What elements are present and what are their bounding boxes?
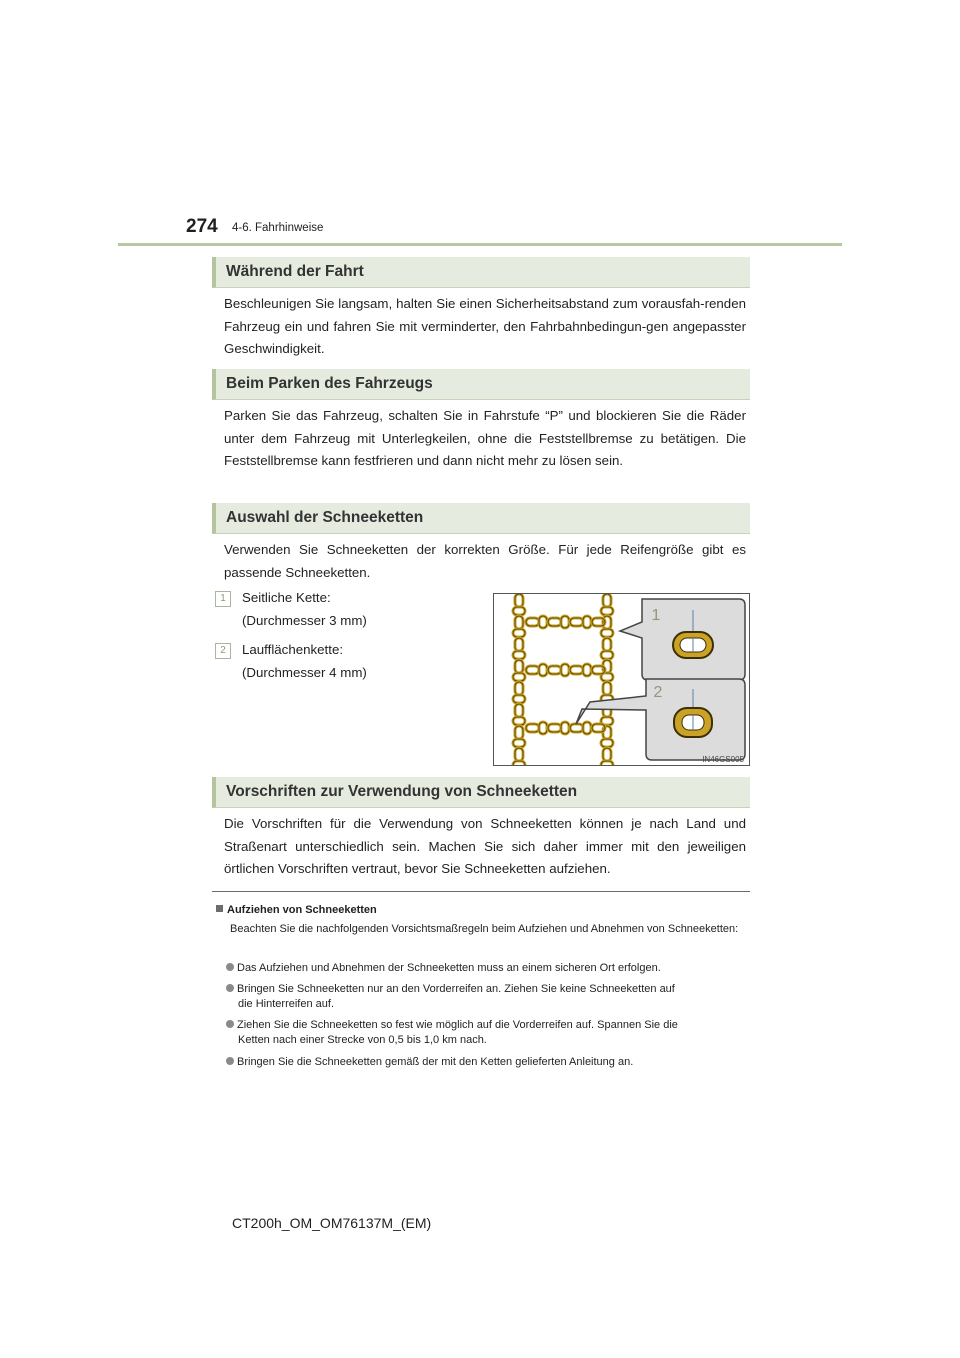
note-bullet (226, 961, 750, 976)
chain-link (526, 724, 539, 732)
chain-link (513, 651, 525, 659)
chain-link (603, 748, 611, 761)
bullet-text-continued: die Hinterreifen auf. (238, 998, 334, 1010)
snow-chain-figure (493, 593, 750, 766)
item-tread-chain (242, 639, 367, 684)
item-side-chain (242, 587, 367, 632)
chain-link (515, 660, 523, 673)
chain-link (513, 739, 525, 747)
bullet-text-continued: Ketten nach einer Strecke von 0,5 bis 1,0 km nach. (238, 1034, 487, 1046)
chain-link (539, 722, 547, 734)
bullet-dot-icon (226, 963, 234, 971)
chain-link (548, 724, 561, 732)
section-text-parking: Parken Sie das Fahrzeug, schalten Sie in Fahrstufe “P” und blockieren Sie die Räder unter dem Fahrzeug mit Unterlegkeilen, ohne die Feststellbremse zu betätigen. Die Feststellbremse kann festfrieren und dann nicht mehr zu lösen sein. (224, 408, 746, 468)
note-intro: Beachten Sie die nachfolgenden Vorsichtsmaßregeln beim Aufziehen und Abnehmen von Schneeketten: (230, 923, 739, 935)
page-number: 274 (186, 216, 218, 237)
chain-link (583, 616, 591, 628)
chain-link (601, 607, 613, 615)
callout-number-1: 1 (651, 607, 661, 624)
item-label: Laufflächenkette: (242, 642, 344, 657)
chain-link (603, 682, 611, 695)
chain-link (583, 664, 591, 676)
section-heading-text: Während der Fahrt (226, 263, 364, 280)
callout-number-2: 2 (653, 684, 663, 701)
chain-link (548, 666, 561, 674)
chain-link (513, 673, 525, 681)
chain-link (526, 618, 539, 626)
chain-link (515, 616, 523, 629)
chain-link (515, 594, 523, 607)
chain-link (583, 722, 591, 734)
chain-link (603, 594, 611, 607)
chapter-title: 4-6. Fahrhinweise (232, 222, 324, 234)
chain-link (539, 616, 547, 628)
note-title-text: Aufziehen von Schneeketten (227, 904, 377, 916)
square-bullet-icon (216, 905, 223, 912)
chain-link (603, 638, 611, 651)
bullet-text: Bringen Sie Schneeketten nur an den Vorderreifen an. Ziehen Sie keine Schneeketten auf (237, 983, 675, 995)
chain-link (548, 618, 561, 626)
section-heading-regulations (212, 777, 750, 808)
chain-link (601, 739, 613, 747)
item-label: Seitliche Kette: (242, 590, 331, 605)
section-heading-driving (212, 257, 750, 288)
bullet-dot-icon (226, 1020, 234, 1028)
chain-link (561, 664, 569, 676)
section-text-chain-selection: Verwenden Sie Schneeketten der korrekten Größe. Für jede Reifengröße gibt es passende Schneeketten. (224, 542, 746, 580)
chain-link (513, 607, 525, 615)
chain-link (515, 704, 523, 717)
note-bullet (226, 982, 750, 1012)
note-bullet (226, 1018, 750, 1048)
chain-link (513, 717, 525, 725)
snow-chain-illustration (494, 594, 749, 765)
item-marker-1: 1 (215, 591, 231, 607)
section-heading-chain-selection (212, 503, 750, 534)
section-heading-text: Auswahl der Schneeketten (226, 509, 424, 526)
chain-link (513, 629, 525, 637)
chain-link (539, 664, 547, 676)
chain-link (515, 638, 523, 651)
bullet-dot-icon (226, 984, 234, 992)
item-detail: (Durchmesser 4 mm) (242, 664, 367, 680)
note-rule (212, 891, 750, 892)
item-detail: (Durchmesser 3 mm) (242, 612, 367, 628)
bullet-text: Das Aufziehen und Abnehmen der Schneeketten muss an einem sicheren Ort erfolgen. (237, 962, 661, 974)
chain-link (513, 695, 525, 703)
chain-link (570, 618, 583, 626)
chain-link (561, 616, 569, 628)
bullet-dot-icon (226, 1057, 234, 1065)
bullet-text: Bringen Sie die Schneeketten gemäß der mit den Ketten gelieferten Anleitung an. (237, 1056, 634, 1068)
chain-link (570, 666, 583, 674)
item-marker-2: 2 (215, 643, 231, 659)
chain-link (515, 682, 523, 695)
figure-code: IN46GS005 (702, 755, 744, 764)
note-bullet (226, 1055, 750, 1070)
section-text-driving: Beschleunigen Sie langsam, halten Sie einen Sicherheitsabstand zum vorausfah-renden Fahrzeug ein und fahren Sie mit verminderter, den Fahrbahnbedingun-gen angepasster Geschwindigkeit. (224, 296, 746, 356)
chain-link (570, 724, 583, 732)
section-heading-text: Vorschriften zur Verwendung von Schneeketten (226, 783, 578, 800)
note-title (216, 904, 377, 916)
section-heading-parking (212, 369, 750, 400)
chain-link (526, 666, 539, 674)
chain-link (601, 629, 613, 637)
bullet-text: Ziehen Sie die Schneeketten so fest wie möglich auf die Vorderreifen auf. Spannen Sie die (237, 1019, 678, 1031)
footer-document-code: CT200h_OM_OM76137M_(EM) (232, 1215, 432, 1231)
header-rule (118, 243, 842, 246)
chain-link (515, 726, 523, 739)
section-heading-text: Beim Parken des Fahrzeugs (226, 375, 433, 392)
chain-link (601, 651, 613, 659)
chain-link (561, 722, 569, 734)
chain-link (515, 748, 523, 761)
section-text-regulations: Die Vorschriften für die Verwendung von Schneeketten können je nach Land und Straßenart unterschiedlich sein. Machen Sie sich daher immer mit den jeweiligen örtlichen Vorschriften vertraut, bevor Sie Schneeketten aufziehen. (224, 816, 746, 876)
